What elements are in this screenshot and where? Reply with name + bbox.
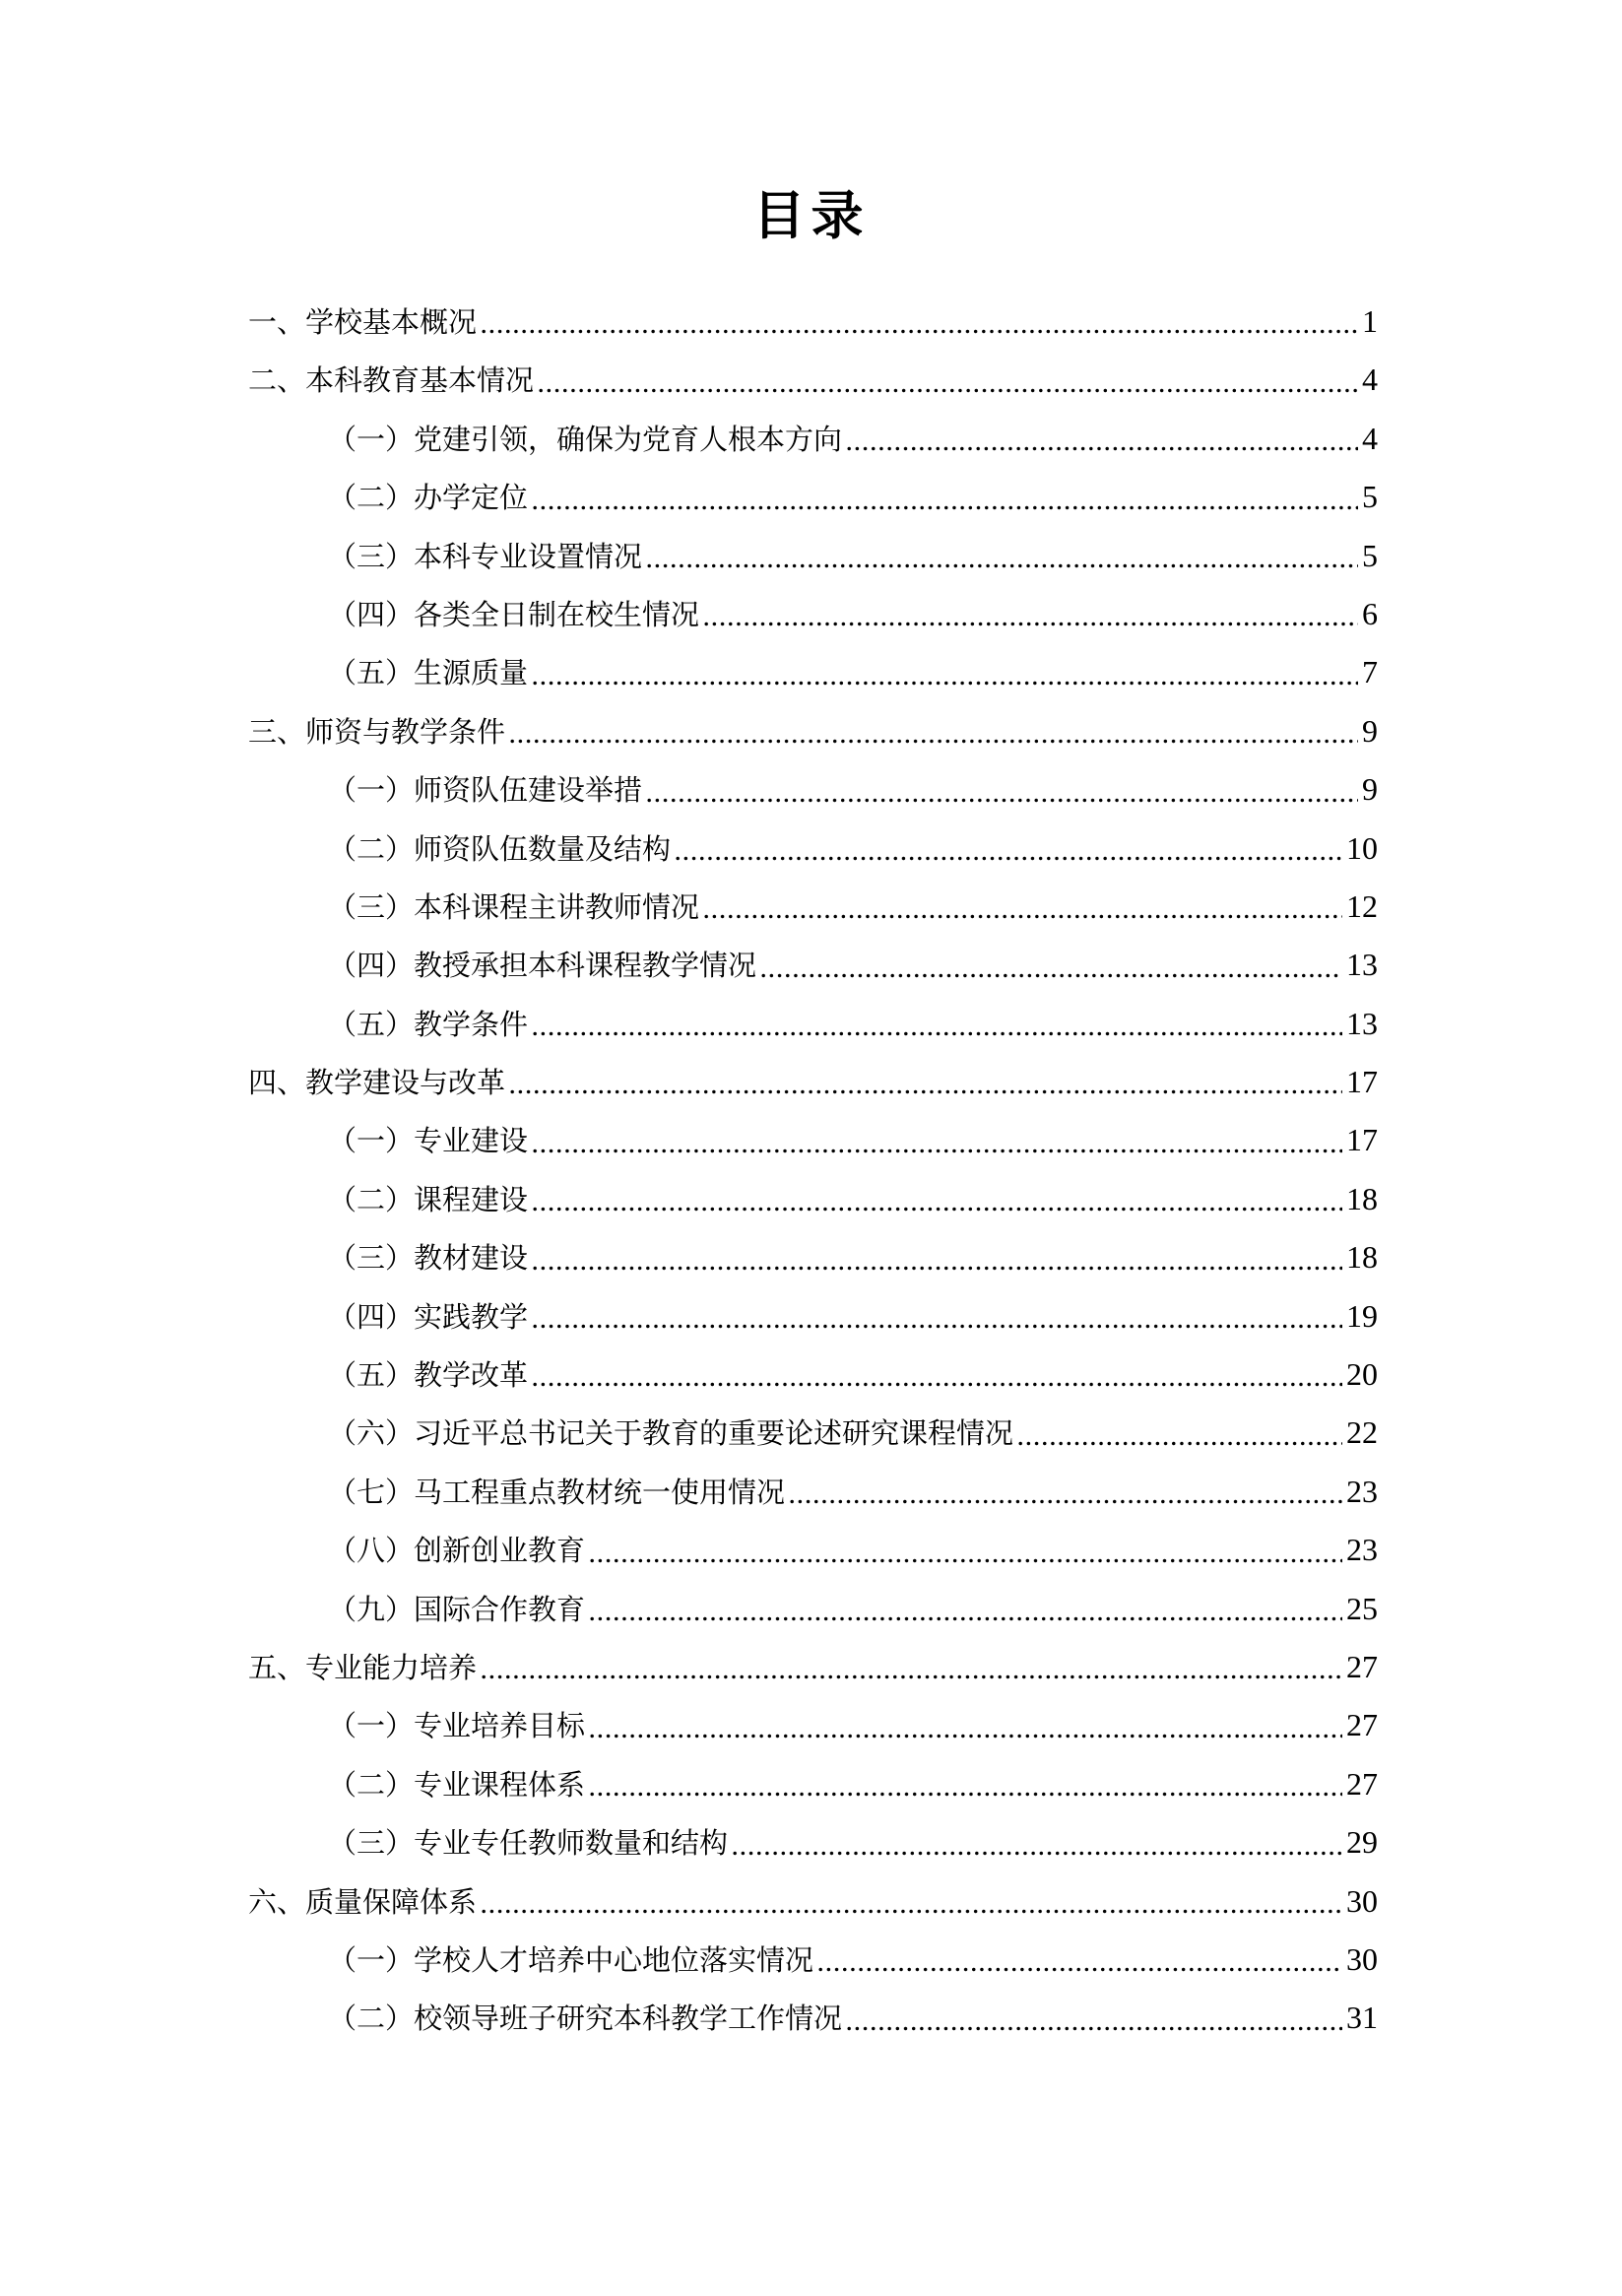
dot-leader xyxy=(533,1031,1342,1036)
toc-entry-page: 27 xyxy=(1346,1707,1378,1743)
toc-entry-page: 27 xyxy=(1346,1765,1378,1802)
toc-entry-label: （二）办学定位 xyxy=(328,483,529,515)
toc-entry[interactable] xyxy=(248,995,1378,1053)
dot-leader xyxy=(482,329,1358,334)
toc-entry[interactable] xyxy=(248,1170,1378,1228)
dot-leader xyxy=(704,622,1358,626)
toc-entry-label: （一）专业培养目标 xyxy=(328,1711,586,1743)
toc-entry[interactable] xyxy=(248,293,1378,351)
toc-entry-label: （二）师资队伍数量及结构 xyxy=(328,833,672,866)
toc-entry-label: 四、教学建设与改革 xyxy=(248,1068,506,1100)
toc-entry[interactable] xyxy=(248,351,1378,409)
toc-entry-label: 一、学校基本概况 xyxy=(248,307,478,339)
dot-leader xyxy=(533,681,1358,686)
toc-entry-label: （四）各类全日制在校生情况 xyxy=(328,599,700,631)
toc-entry-label: （一）党建引领，确保为党育人根本方向 xyxy=(328,424,843,456)
toc-entry-page: 13 xyxy=(1346,947,1378,983)
dot-leader xyxy=(590,1616,1342,1621)
toc-entry[interactable] xyxy=(248,643,1378,701)
toc-entry[interactable] xyxy=(248,1813,1378,1871)
toc-entry-label: （三）本科专业设置情况 xyxy=(328,541,643,573)
dot-leader xyxy=(510,739,1358,744)
toc-entry-page: 25 xyxy=(1346,1590,1378,1626)
toc-entry[interactable] xyxy=(248,1287,1378,1345)
toc-entry[interactable] xyxy=(248,527,1378,585)
toc-entry-page: 4 xyxy=(1362,420,1378,456)
toc-entry-label: （三）教材建设 xyxy=(328,1243,529,1276)
dot-leader xyxy=(482,1909,1342,1914)
toc-entry[interactable] xyxy=(248,702,1378,760)
dot-leader xyxy=(533,505,1358,510)
toc-entry-label: （五）教学改革 xyxy=(328,1360,529,1393)
toc-entry[interactable] xyxy=(248,1755,1378,1813)
dot-leader xyxy=(761,973,1342,978)
toc-entry-page: 31 xyxy=(1346,2000,1378,2036)
toc-entry[interactable] xyxy=(248,1228,1378,1286)
toc-entry[interactable] xyxy=(248,1696,1378,1754)
toc-entry-label: （三）本科课程主讲教师情况 xyxy=(328,891,700,924)
toc-entry-page: 10 xyxy=(1346,829,1378,866)
toc-entry-page: 5 xyxy=(1362,537,1378,573)
toc-entry-page: 23 xyxy=(1346,1532,1378,1568)
dot-leader xyxy=(590,1792,1342,1797)
page-title: 目录 xyxy=(752,188,870,245)
toc-entry-label: 三、师资与教学条件 xyxy=(248,716,506,749)
toc-entry-label: （九）国际合作教育 xyxy=(328,1594,586,1626)
toc-entry-label: （一）师资队伍建设举措 xyxy=(328,775,643,808)
toc-entry[interactable] xyxy=(248,1521,1378,1579)
dot-leader xyxy=(733,1851,1342,1856)
toc-entry-label: （一）专业建设 xyxy=(328,1126,529,1158)
toc-entry[interactable] xyxy=(248,1463,1378,1521)
toc-entry-label: （四）教授承担本科课程教学情况 xyxy=(328,951,757,983)
toc-entry-page: 5 xyxy=(1362,479,1378,515)
dot-leader xyxy=(647,798,1358,803)
toc-entry-page: 18 xyxy=(1346,1239,1378,1276)
dot-leader xyxy=(847,2026,1342,2031)
toc-entry-page: 27 xyxy=(1346,1648,1378,1684)
table-of-contents xyxy=(248,293,1378,2048)
dot-leader xyxy=(704,914,1342,919)
toc-entry-page: 17 xyxy=(1346,1122,1378,1158)
toc-entry-label: 五、专业能力培养 xyxy=(248,1652,478,1684)
dot-leader xyxy=(539,388,1358,393)
toc-entry[interactable] xyxy=(248,1638,1378,1696)
toc-entry-label: （八）创新创业教育 xyxy=(328,1536,586,1568)
dot-leader xyxy=(647,563,1358,568)
toc-entry-page: 20 xyxy=(1346,1356,1378,1393)
dot-leader xyxy=(533,1207,1342,1212)
dot-leader xyxy=(482,1674,1342,1679)
toc-entry[interactable] xyxy=(248,468,1378,526)
toc-entry-page: 17 xyxy=(1346,1064,1378,1100)
toc-entry[interactable] xyxy=(248,1111,1378,1169)
toc-entry-page: 9 xyxy=(1362,771,1378,808)
toc-entry[interactable] xyxy=(248,1404,1378,1462)
toc-entry-label: （六）习近平总书记关于教育的重要论述研究课程情况 xyxy=(328,1418,1014,1451)
toc-entry-label: （二）课程建设 xyxy=(328,1184,529,1216)
dot-leader xyxy=(533,1324,1342,1329)
toc-entry-page: 29 xyxy=(1346,1824,1378,1861)
dot-leader xyxy=(590,1558,1342,1563)
toc-entry[interactable] xyxy=(248,936,1378,994)
toc-entry-label: 二、本科教育基本情况 xyxy=(248,365,535,398)
dot-leader xyxy=(1018,1441,1342,1446)
toc-entry-page: 9 xyxy=(1362,712,1378,749)
toc-entry-page: 19 xyxy=(1346,1297,1378,1334)
toc-entry[interactable] xyxy=(248,1989,1378,2047)
toc-entry-page: 23 xyxy=(1346,1473,1378,1509)
toc-entry-page: 7 xyxy=(1362,654,1378,690)
dot-leader xyxy=(590,1734,1342,1738)
toc-entry-label: （五）教学条件 xyxy=(328,1009,529,1041)
toc-entry[interactable] xyxy=(248,410,1378,468)
dot-leader xyxy=(510,1089,1342,1094)
toc-entry-page: 6 xyxy=(1362,595,1378,631)
toc-entry-label: （七）马工程重点教材统一使用情况 xyxy=(328,1476,786,1509)
dot-leader xyxy=(790,1499,1342,1504)
toc-entry-label: （二）校领导班子研究本科教学工作情况 xyxy=(328,2003,843,2036)
toc-entry-label: （五）生源质量 xyxy=(328,658,529,690)
toc-entry-page: 12 xyxy=(1346,887,1378,924)
dot-leader xyxy=(533,1266,1342,1271)
toc-entry-page: 30 xyxy=(1346,1882,1378,1919)
toc-entry[interactable] xyxy=(248,820,1378,878)
toc-entry[interactable] xyxy=(248,1053,1378,1111)
toc-entry[interactable] xyxy=(248,1872,1378,1931)
toc-entry-page: 30 xyxy=(1346,1940,1378,1977)
dot-leader xyxy=(533,1148,1342,1153)
toc-entry[interactable] xyxy=(248,760,1378,819)
toc-entry-page: 18 xyxy=(1346,1180,1378,1216)
dot-leader xyxy=(676,856,1342,861)
dot-leader xyxy=(847,446,1358,451)
toc-entry[interactable] xyxy=(248,585,1378,643)
toc-entry[interactable] xyxy=(248,1580,1378,1638)
dot-leader xyxy=(533,1382,1342,1387)
toc-entry-label: （三）专业专任教师数量和结构 xyxy=(328,1828,729,1861)
dot-leader xyxy=(818,1967,1342,1972)
toc-entry-page: 1 xyxy=(1362,303,1378,339)
toc-entry-page: 4 xyxy=(1362,361,1378,398)
toc-entry-page: 22 xyxy=(1346,1414,1378,1451)
toc-entry[interactable] xyxy=(248,1931,1378,1989)
toc-entry[interactable] xyxy=(248,878,1378,936)
toc-entry-label: （四）实践教学 xyxy=(328,1301,529,1334)
toc-entry-label: 六、质量保障体系 xyxy=(248,1886,478,1919)
toc-entry[interactable] xyxy=(248,1345,1378,1404)
toc-entry-label: （一）学校人才培养中心地位落实情况 xyxy=(328,1944,814,1977)
toc-entry-label: （二）专业课程体系 xyxy=(328,1769,586,1802)
toc-entry-page: 13 xyxy=(1346,1005,1378,1041)
